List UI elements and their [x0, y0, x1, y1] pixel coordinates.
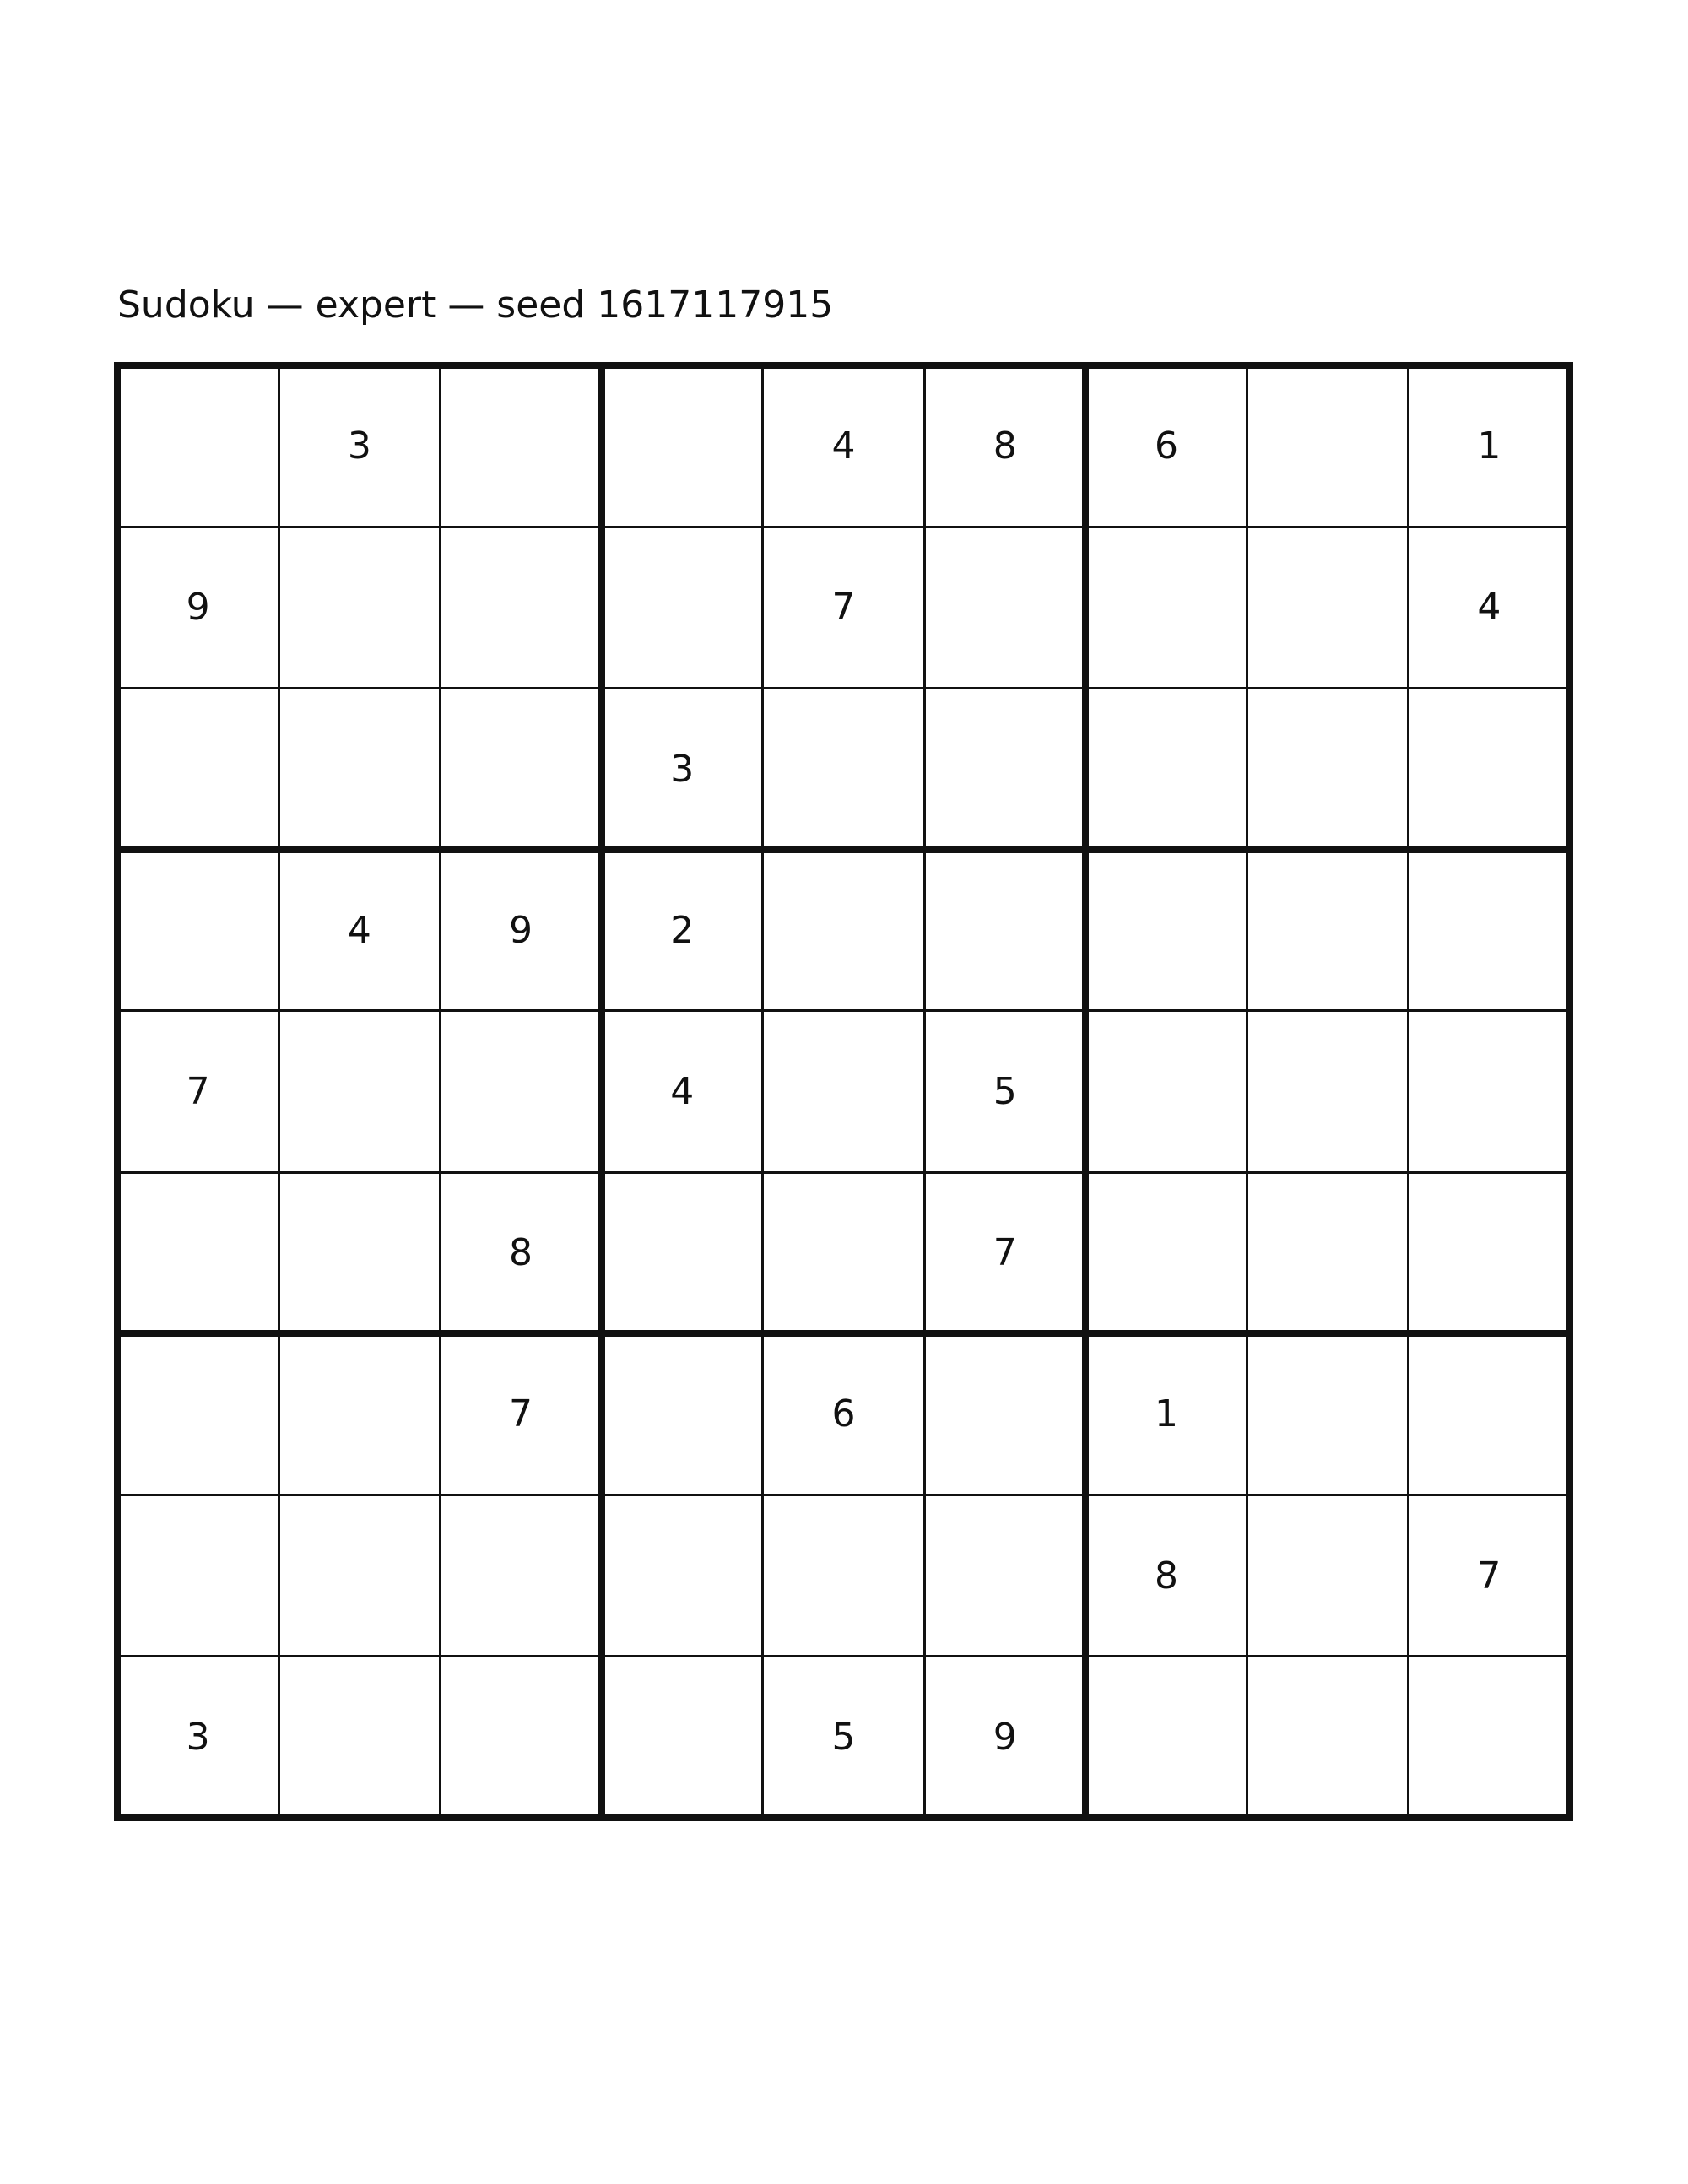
sudoku-cell-r9-c9[interactable]	[1409, 1657, 1570, 1818]
sudoku-cell-r9-c6[interactable]: 9	[993, 1715, 1017, 1759]
sudoku-cell-r4-c3[interactable]: 9	[509, 908, 533, 952]
sudoku-cell-r2-c9[interactable]: 4	[1477, 586, 1501, 630]
puzzle-title: Sudoku — expert — seed 1617117915	[117, 284, 834, 327]
sudoku-cell-r5-c4[interactable]: 4	[670, 1069, 695, 1113]
sudoku-cell-r2-c7[interactable]	[1085, 527, 1247, 688]
sudoku-cell-r8-c9[interactable]: 7	[1477, 1554, 1501, 1597]
sudoku-cell-r4-c6[interactable]	[924, 850, 1085, 1011]
sudoku-cell-r1-c5[interactable]: 4	[831, 424, 856, 468]
sudoku-board	[117, 365, 1570, 1818]
sudoku-cell-r9-c1[interactable]: 3	[186, 1715, 210, 1759]
sudoku-cell-r1-c6[interactable]: 8	[993, 424, 1017, 468]
sudoku-cell-r6-c7[interactable]	[1085, 1172, 1247, 1333]
sudoku-cell-r5-c9[interactable]	[1409, 1011, 1570, 1172]
sudoku-cell-r4-c1[interactable]	[117, 850, 279, 1011]
sudoku-cell-r8-c2[interactable]	[279, 1495, 440, 1657]
sudoku-cell-r2-c8[interactable]	[1247, 527, 1409, 688]
sudoku-cell-r6-c3[interactable]: 8	[509, 1231, 533, 1275]
sudoku-cell-r1-c4[interactable]	[602, 365, 763, 527]
sudoku-cell-r4-c8[interactable]	[1247, 850, 1409, 1011]
sudoku-cell-r6-c5[interactable]	[763, 1172, 924, 1333]
sudoku-cell-r9-c2[interactable]	[279, 1657, 440, 1818]
sudoku-cell-r2-c6[interactable]	[924, 527, 1085, 688]
sudoku-cell-r2-c4[interactable]	[602, 527, 763, 688]
sudoku-cell-r7-c8[interactable]	[1247, 1333, 1409, 1495]
sudoku-cell-r7-c4[interactable]	[602, 1333, 763, 1495]
sudoku-cell-r5-c6[interactable]: 5	[993, 1069, 1017, 1113]
sudoku-cell-r3-c9[interactable]	[1409, 688, 1570, 849]
sudoku-cell-r2-c3[interactable]	[440, 527, 601, 688]
sudoku-cell-r3-c5[interactable]	[763, 688, 924, 849]
sudoku-cell-r1-c2[interactable]: 3	[347, 424, 371, 468]
sudoku-cell-r6-c2[interactable]	[279, 1172, 440, 1333]
sudoku-cell-r9-c7[interactable]	[1085, 1657, 1247, 1818]
sudoku-cell-r4-c9[interactable]	[1409, 850, 1570, 1011]
sudoku-cell-r5-c2[interactable]	[279, 1011, 440, 1172]
sudoku-cell-r7-c3[interactable]: 7	[509, 1392, 533, 1436]
sudoku-cell-r8-c6[interactable]	[924, 1495, 1085, 1657]
sudoku-cell-r6-c4[interactable]	[602, 1172, 763, 1333]
sudoku-cell-r4-c5[interactable]	[763, 850, 924, 1011]
sudoku-cell-r3-c8[interactable]	[1247, 688, 1409, 849]
sudoku-cell-r8-c7[interactable]: 8	[1154, 1554, 1178, 1597]
sudoku-cell-r3-c7[interactable]	[1085, 688, 1247, 849]
sudoku-cell-r5-c1[interactable]: 7	[186, 1069, 210, 1113]
sudoku-cell-r7-c7[interactable]: 1	[1154, 1392, 1178, 1436]
sudoku-cell-r4-c2[interactable]: 4	[347, 908, 371, 952]
sudoku-cell-r5-c8[interactable]	[1247, 1011, 1409, 1172]
sudoku-cell-r7-c6[interactable]	[924, 1333, 1085, 1495]
sudoku-cell-r4-c7[interactable]	[1085, 850, 1247, 1011]
sudoku-cell-r8-c3[interactable]	[440, 1495, 601, 1657]
sudoku-cell-r7-c9[interactable]	[1409, 1333, 1570, 1495]
sudoku-cell-r3-c4[interactable]: 3	[670, 747, 695, 791]
sudoku-cell-r1-c7[interactable]: 6	[1154, 424, 1178, 468]
sudoku-cell-r1-c1[interactable]	[117, 365, 279, 527]
sudoku-cell-r6-c1[interactable]	[117, 1172, 279, 1333]
sudoku-cell-r1-c3[interactable]	[440, 365, 601, 527]
sudoku-cell-r2-c1[interactable]: 9	[186, 586, 210, 630]
sudoku-cell-r8-c8[interactable]	[1247, 1495, 1409, 1657]
sudoku-cell-r8-c4[interactable]	[602, 1495, 763, 1657]
sudoku-cell-r7-c2[interactable]	[279, 1333, 440, 1495]
sudoku-cell-r1-c9[interactable]: 1	[1477, 424, 1501, 468]
sudoku-cell-r2-c5[interactable]: 7	[831, 586, 856, 630]
sudoku-cell-r3-c1[interactable]	[117, 688, 279, 849]
sudoku-cell-r9-c4[interactable]	[602, 1657, 763, 1818]
sudoku-cell-r9-c5[interactable]: 5	[831, 1715, 856, 1759]
sudoku-cell-r9-c3[interactable]	[440, 1657, 601, 1818]
sudoku-cell-r6-c9[interactable]	[1409, 1172, 1570, 1333]
sudoku-cell-r5-c7[interactable]	[1085, 1011, 1247, 1172]
sudoku-cell-r7-c5[interactable]: 6	[831, 1392, 856, 1436]
sudoku-cell-r1-c8[interactable]	[1247, 365, 1409, 527]
sudoku-cell-r9-c8[interactable]	[1247, 1657, 1409, 1818]
sudoku-cell-r5-c5[interactable]	[763, 1011, 924, 1172]
sudoku-cell-r8-c5[interactable]	[763, 1495, 924, 1657]
sudoku-cell-r3-c3[interactable]	[440, 688, 601, 849]
sudoku-cell-r2-c2[interactable]	[279, 527, 440, 688]
sudoku-cell-r5-c3[interactable]	[440, 1011, 601, 1172]
sudoku-cell-r7-c1[interactable]	[117, 1333, 279, 1495]
sudoku-cell-r6-c6[interactable]: 7	[993, 1231, 1017, 1275]
sudoku-cell-r6-c8[interactable]	[1247, 1172, 1409, 1333]
sudoku-cell-r8-c1[interactable]	[117, 1495, 279, 1657]
sudoku-cell-r3-c6[interactable]	[924, 688, 1085, 849]
sudoku-cell-r3-c2[interactable]	[279, 688, 440, 849]
sudoku-cell-r4-c4[interactable]: 2	[670, 908, 695, 952]
